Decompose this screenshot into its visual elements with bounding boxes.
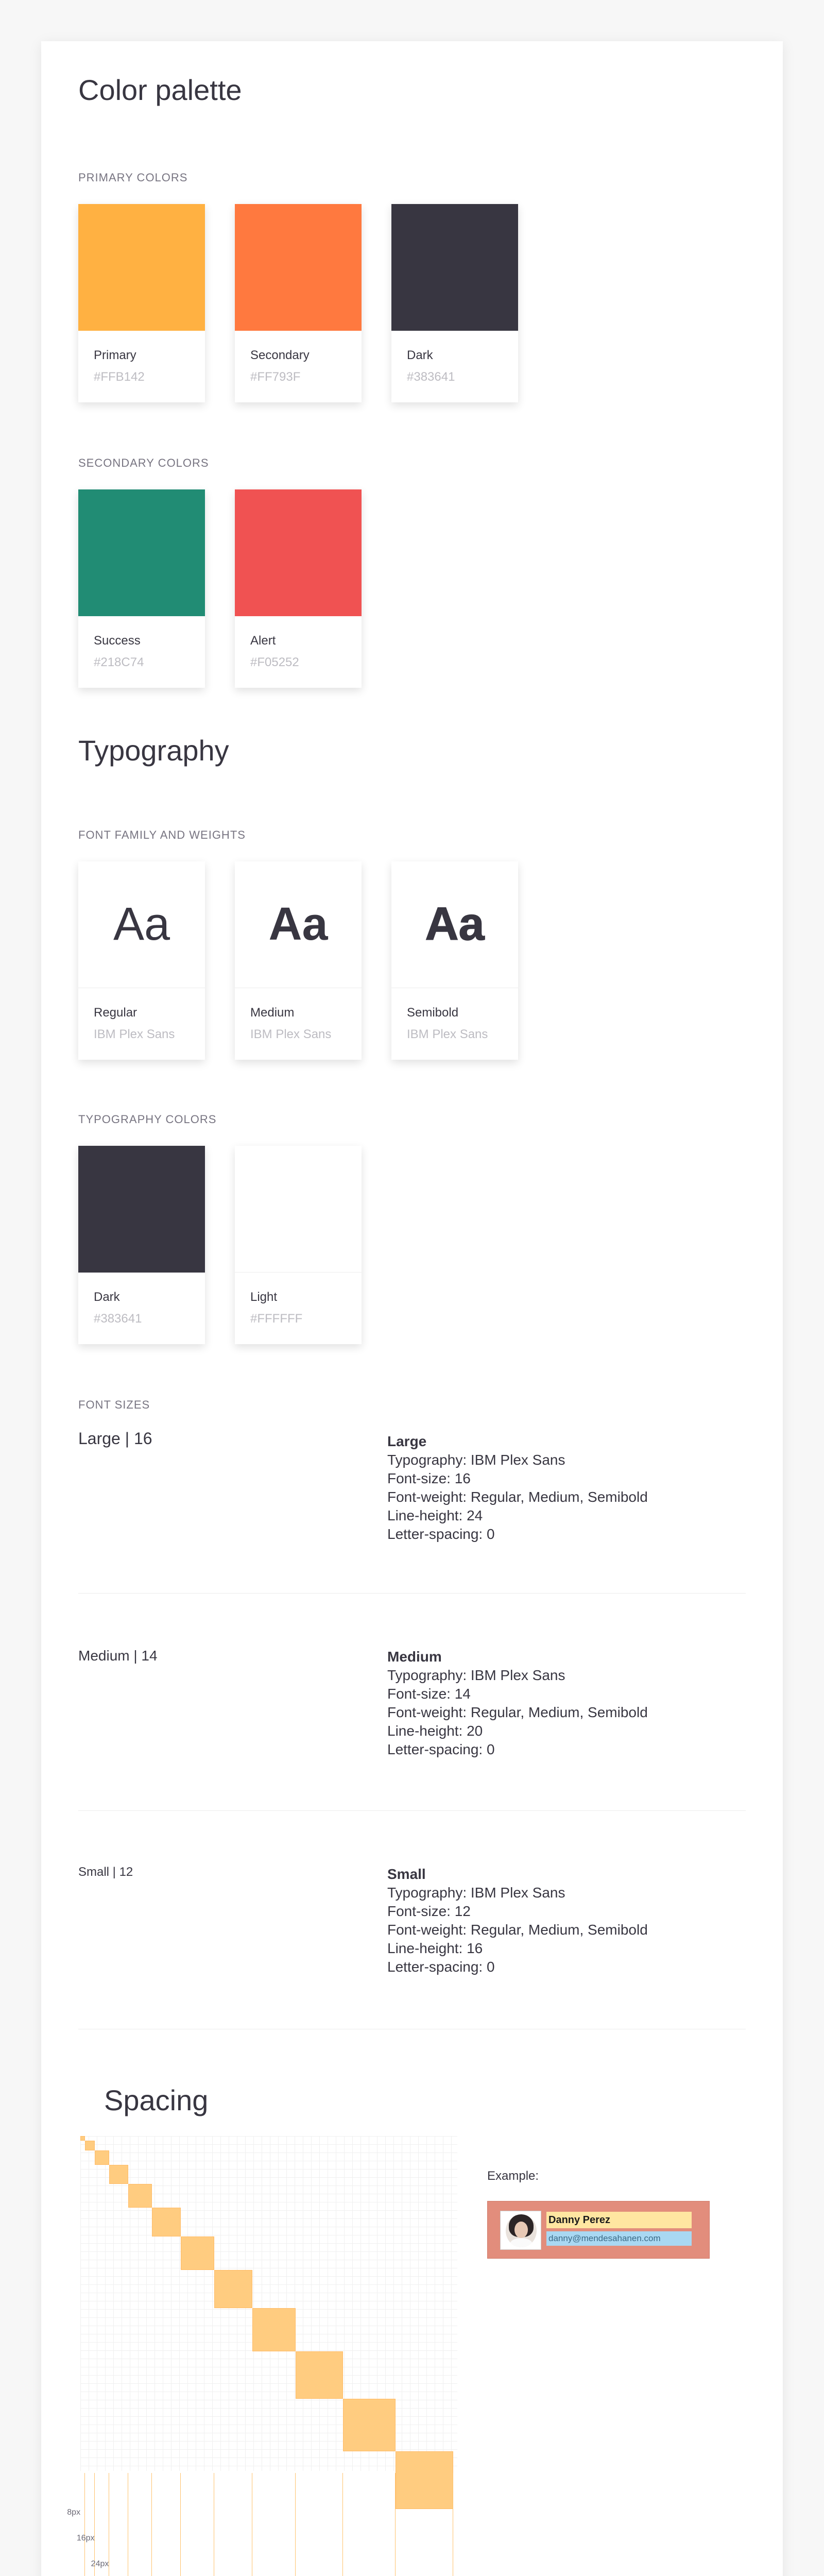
font-weight-card-semibold[interactable] [391,861,518,1060]
color-hex: #218C74 [94,655,144,669]
font-size-spec-line: Font-weight: Regular, Medium, Semibold [387,1704,648,1720]
color-swatch [235,1146,362,1273]
spacing-label-24px: 24px [91,2560,109,2568]
font-size-spec [387,1648,648,1759]
color-card-dark[interactable] [391,204,518,402]
font-sample: Aa [78,861,205,988]
font-size-spec-line: Font-weight: Regular, Medium, Semibold [387,1489,648,1505]
style-guide-page [41,41,783,2576]
example-card [487,2201,710,2259]
color-swatch [391,204,518,331]
color-name: Dark [94,1290,120,1304]
font-family-name: IBM Plex Sans [250,1027,332,1041]
font-size-spec-line: Typography: IBM Plex Sans [387,1885,565,1901]
color-name: Success [94,634,141,648]
spacing-square-16px [85,2141,95,2150]
font-weight-name: Medium [250,1006,295,1020]
font-size-spec-line: Typography: IBM Plex Sans [387,1452,565,1468]
spacing-square-8px [80,2136,85,2141]
color-name: Secondary [250,348,310,362]
text-color-card-light[interactable] [235,1146,362,1344]
color-card-primary[interactable] [78,204,205,402]
spacing-square-56px [181,2236,214,2270]
font-size-spec-line: Font-size: 16 [387,1470,471,1486]
avatar-frame [500,2211,541,2250]
example-label: Example: [487,2169,539,2183]
spacing-label-8px: 8px [67,2508,81,2517]
color-name: Alert [250,634,276,648]
font-size-spec-line: Font-size: 12 [387,1903,471,1919]
color-name: Light [250,1290,278,1304]
secondary-colors-label: SECONDARY COLORS [78,456,209,469]
font-family-name: IBM Plex Sans [407,1027,488,1041]
color-swatch [78,204,205,331]
font-size-spec-line: Font-size: 14 [387,1686,471,1702]
color-swatch [235,489,362,616]
font-weight-card-medium[interactable] [235,861,362,1060]
primary-colors-label: PRIMARY COLORS [78,171,188,184]
font-size-spec-title: Small [387,1866,426,1882]
spacing-guide-line [295,2473,296,2576]
color-hex: #FFFFFF [250,1312,303,1326]
spacing-label-16px: 16px [76,2534,95,2543]
font-size-spec-line: Letter-spacing: 0 [387,1959,495,1975]
typography-title: Typography [78,734,229,767]
example-email: danny@mendesahanen.com [546,2231,692,2246]
color-name: Dark [407,348,433,362]
spacing-guide-line [342,2473,343,2576]
font-size-spec-line: Font-weight: Regular, Medium, Semibold [387,1922,648,1938]
font-size-spec-line: Line-height: 16 [387,1940,483,1956]
spacing-guide-line [180,2473,181,2576]
spacing-square-48px [152,2208,181,2236]
avatar-face [514,2222,528,2238]
font-size-spec [387,1432,648,1544]
font-weight-card-regular[interactable] [78,861,205,1060]
color-palette-title: Color palette [78,74,242,106]
color-name: Primary [94,348,136,362]
font-size-sample: Large | 16 [78,1429,152,1448]
color-swatch [235,204,362,331]
spacing-square-96px [396,2451,453,2509]
text-color-card-dark[interactable] [78,1146,205,1344]
spacing-square-64px [214,2270,252,2308]
font-size-spec-title: Large [387,1433,427,1449]
color-swatch [78,1146,205,1273]
color-card-alert[interactable] [235,489,362,688]
spacing-square-88px [343,2399,396,2451]
spacing-square-72px [252,2308,296,2351]
color-card-secondary[interactable] [235,204,362,402]
font-weight-name: Regular [94,1006,138,1020]
spacing-guide-line [151,2473,152,2576]
color-hex: #FF793F [250,370,301,384]
font-size-spec-line: Letter-spacing: 0 [387,1526,495,1542]
font-size-spec-line: Line-height: 24 [387,1507,483,1523]
typography-colors-label: TYPOGRAPHY COLORS [78,1113,217,1126]
color-hex: #F05252 [250,655,299,669]
font-family-label: FONT FAMILY AND WEIGHTS [78,828,246,841]
font-sample: Aa [391,861,518,988]
spacing-square-40px [128,2184,152,2208]
font-size-spec-line: Typography: IBM Plex Sans [387,1667,565,1683]
color-hex: #383641 [407,370,455,384]
font-size-spec-line: Letter-spacing: 0 [387,1741,495,1757]
font-sample: Aa [235,861,362,988]
avatar [506,2214,537,2247]
font-family-name: IBM Plex Sans [94,1027,175,1041]
font-weight-name: Semibold [407,1006,459,1020]
example-name: Danny Perez [546,2212,692,2228]
divider [78,1593,746,1594]
divider [78,1810,746,1811]
spacing-guide-line [84,2473,85,2576]
color-swatch [78,489,205,616]
color-hex: #FFB142 [94,370,145,384]
spacing-square-32px [109,2165,128,2184]
font-size-sample: Medium | 14 [78,1648,158,1664]
spacing-title: Spacing [104,2084,209,2116]
font-sizes-label: FONT SIZES [78,1398,150,1411]
avatar-shirt [510,2238,533,2247]
font-size-sample: Small | 12 [78,1865,133,1879]
color-card-success[interactable] [78,489,205,688]
spacing-square-24px [95,2150,109,2165]
font-size-spec-title: Medium [387,1649,442,1665]
spacing-square-80px [296,2351,344,2399]
font-size-spec [387,1865,648,1976]
font-size-spec-line: Line-height: 20 [387,1723,483,1739]
color-hex: #383641 [94,1312,142,1326]
